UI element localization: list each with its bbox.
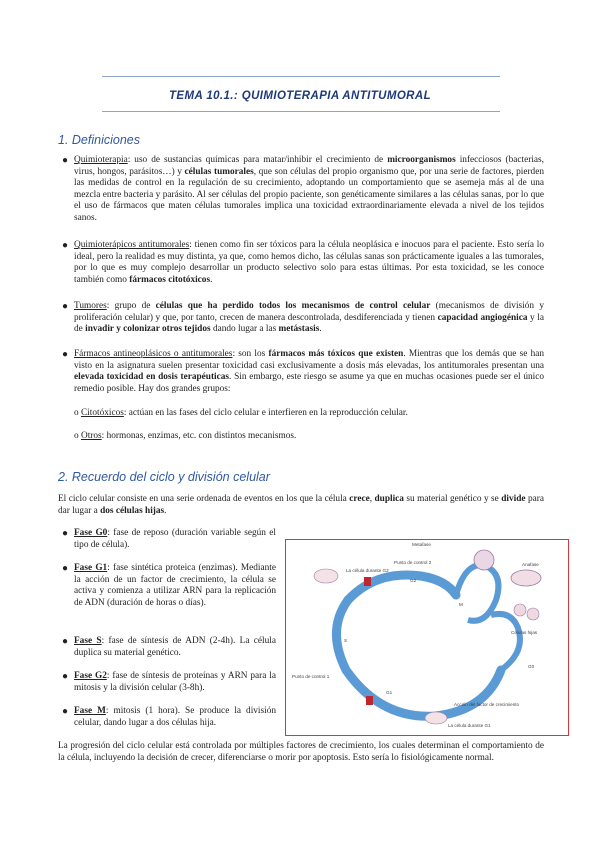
bullet: ● xyxy=(62,671,69,682)
phase-s: Fase S: fase de síntesis de ADN (2-4h). La célula duplica su material genético. xyxy=(74,636,276,658)
bullet: ● xyxy=(62,349,69,360)
g1-cell xyxy=(425,712,447,724)
label-s: S xyxy=(344,638,348,643)
subitem-citotoxicos: o Citotóxicos: actúan en las fases del ciclo celular e interfieren en la reproducción celular. xyxy=(74,408,408,418)
metaphase-cell xyxy=(474,550,494,570)
label-punto-control-2: Punto de control 2 xyxy=(394,560,432,565)
bullet: ● xyxy=(62,155,69,166)
term: Fase M xyxy=(74,706,106,716)
label-metafase: Metafase xyxy=(412,542,431,547)
g0-branch xyxy=(491,614,520,670)
g2-cell xyxy=(314,569,338,583)
bullet: ● xyxy=(62,636,69,647)
label-celulas-hijas: Células hijas xyxy=(511,630,538,635)
label-g1: G1 xyxy=(386,690,393,695)
term: Fármacos antineoplásicos o antitumorales xyxy=(74,349,233,359)
label-accion-factor: Acción del factor de crecimiento xyxy=(454,702,520,707)
term: Quimioterápicos antitumorales xyxy=(74,240,190,250)
anaphase-cell xyxy=(511,570,541,586)
title-top-rule xyxy=(102,76,500,77)
bullet: ● xyxy=(62,528,69,539)
subitem-otros: o Otros: hormonas, enzimas, etc. con distintos mecanismos. xyxy=(74,431,297,441)
page-title: TEMA 10.1.: QUIMIOTERAPIA ANTITUMORAL xyxy=(168,90,432,102)
definition-farmacos: Fármacos antineoplásicos o antitumorales: son los fármacos más tóxicos que existen. Mientras que los demás que se han visto en la asignatura suelen presentar toxicidad casi exclusivamente a dosis más elevadas, los antitumorales presentan una elevada toxicidad en dosis terapéuticas. Sin embargo, este riesgo se asume ya que en muchas ocasiones puede ser el único remedio posible. Hay dos grandes grupos: xyxy=(74,349,545,394)
label-celula-g1: La célula durante G1 xyxy=(448,723,491,728)
term: Otros xyxy=(80,431,102,441)
term: Fase S xyxy=(74,636,102,646)
bullet: ● xyxy=(62,706,69,717)
term: Fase G0 xyxy=(74,528,108,538)
term: Citotóxicos xyxy=(80,408,124,418)
phase-g1: Fase G1: fase sintética proteica (enzimas). Mediante la acción de un factor de crecimiento, la célula se activa y comienza a utilizar ARN para la replicación de ADN (duración de horas o días). xyxy=(74,563,276,608)
section2-intro: El ciclo celular consiste en una serie ordenada de eventos en los que la célula crece, duplica su material genético y se divide para dar lugar a dos células hijas. xyxy=(58,494,544,516)
label-g0: G0 xyxy=(528,664,535,669)
definition-tumores: Tumores: grupo de células que ha perdido todos los mecanismos de control celular (mecanismos de división y proliferación celular) y que, por tanto, crecen de manera descontrolada, desdiferenciada y tienen capacidad angiogénica y la de invadir y colonizar otros tejidos dando lugar a las metástasis. xyxy=(74,301,544,335)
phase-m: Fase M: mitosis (1 hora). Se produce la división celular, dando lugar a dos células hija. xyxy=(74,706,277,728)
cycle-ring xyxy=(336,600,501,716)
section2-closing: La progresión del ciclo celular está controlada por múltiples factores de crecimiento, los cuales determinan el comportamiento de la célula, incluyendo la decisión de crecer, diferenciarse o morir por apoptosis. Esto sería lo fisiológicamente normal. xyxy=(58,741,544,763)
label-g2: G2 xyxy=(410,578,417,583)
term: Fase G1 xyxy=(74,563,108,573)
label-punto-control-1: Punto de control 1 xyxy=(292,674,330,679)
checkpoint-1-marker xyxy=(366,696,373,705)
cell-cycle-figure xyxy=(285,539,569,736)
label-celula-g2: La célula durante G2 xyxy=(346,568,389,573)
phase-g2: Fase G2: fase de síntesis de proteínas y ARN para la mitosis y la división celular (3-8h). xyxy=(74,671,276,693)
label-anafase: Anafase xyxy=(522,562,539,567)
daughter-cell xyxy=(527,608,539,620)
phase-g0: Fase G0: fase de reposo (duración variable según el tipo de célula). xyxy=(74,528,276,550)
term: Tumores xyxy=(74,301,107,311)
term: Fase G2 xyxy=(74,671,107,681)
bullet: ● xyxy=(62,301,69,312)
daughter-cell xyxy=(514,604,526,616)
cell-cycle-diagram xyxy=(286,540,567,734)
checkpoint-2-marker xyxy=(364,577,371,586)
section2-heading: 2. Recuerdo del ciclo y división celular xyxy=(58,470,270,484)
bullet: ● xyxy=(62,240,69,251)
bullet: ● xyxy=(62,563,69,574)
term: Quimioterapia xyxy=(74,155,128,165)
definition-quimioterapia: Quimioterapia: uso de sustancias químicas para matar/inhibir el crecimiento de microorganismos infecciosos (bacterias, virus, hongos, parásitos…) y células tumorales, que son células del propio organismo que, por una serie de factores, pierden las medidas de control en la regulación de su crecimiento, adoptando un comportamiento que se asemeja más al de una mezcla entre bacteria y parásito. Al ser células del propio paciente, son genéticamente similares a las células sanas, por lo que el uso de fármacos que maten células tumorales implica una toxicidad extraordinariamente elevada a nivel de los tejidos sanos. xyxy=(74,155,544,223)
title-bottom-rule xyxy=(102,111,500,112)
definition-quimioterapicos: Quimioterápicos antitumorales: tienen como fin ser tóxicos para la célula neoplásica e inocuos para el paciente. Esto sería lo ideal, pero la realidad es muy distinta, ya que, como hemos dicho, las células sanas son prácticamente iguales a las tumorales, por lo que es muy complejo desarrollar un producto selectivo solo para estas últimas. Por esta toxicidad, se les conoce también como fármacos citotóxicos. xyxy=(74,240,545,285)
label-m: M xyxy=(459,602,463,607)
section1-heading: 1. Definiciones xyxy=(58,133,140,147)
